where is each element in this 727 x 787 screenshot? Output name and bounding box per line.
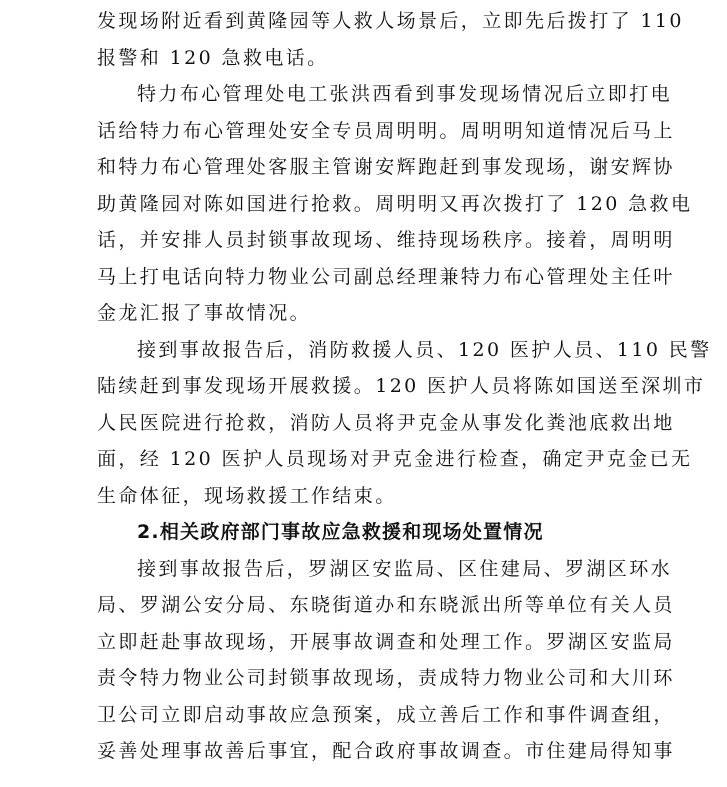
body-text-line: 话给特力布心管理处安全专员周明明。周明明知道情况后马上 xyxy=(97,120,675,142)
body-text-line: 接到事故报告后，罗湖区安监局、区住建局、罗湖区环水 xyxy=(137,558,673,580)
body-text-line: 助黄隆园对陈如国进行抢救。周明明又再次拨打了 120 急救电 xyxy=(97,193,693,215)
body-text-line: 面，经 120 医护人员现场对尹克金进行检查，确定尹克金已无 xyxy=(97,448,693,470)
body-text-line: 金龙汇报了事故情况。 xyxy=(97,302,312,324)
body-text-line: 责令特力物业公司封锁事故现场，责成特力物业公司和大川环 xyxy=(97,667,675,689)
body-text-line: 局、罗湖公安分局、东晓街道办和东晓派出所等单位有关人员 xyxy=(97,594,675,616)
section-heading: 2.相关政府部门事故应急救援和现场处置情况 xyxy=(137,521,544,543)
body-text-line: 生命体征，现场救援工作结束。 xyxy=(97,485,397,507)
body-text-line: 接到事故报告后，消防救援人员、120 医护人员、110 民警 xyxy=(137,339,712,361)
body-text-line: 话，并安排人员封锁事故现场、维持现场秩序。接着，周明明 xyxy=(97,229,675,251)
body-text-line: 陆续赶到事发现场开展救援。120 医护人员将陈如国送至深圳市 xyxy=(97,375,706,397)
body-text-line: 和特力布心管理处客服主管谢安辉跑赶到事发现场，谢安辉协 xyxy=(97,156,675,178)
body-text-line: 人民医院进行抢救，消防人员将尹克金从事发化粪池底救出地 xyxy=(97,412,675,434)
body-text-line: 妥善处理事故善后事宜，配合政府事故调查。市住建局得知事 xyxy=(97,740,675,762)
body-text-line: 报警和 120 急救电话。 xyxy=(97,47,329,69)
body-text-line: 特力布心管理处电工张洪西看到事发现场情况后立即打电 xyxy=(137,83,673,105)
body-text-line: 卫公司立即启动事故应急预案，成立善后工作和事件调查组， xyxy=(97,704,675,726)
body-text-line: 发现场附近看到黄隆园等人救人场景后，立即先后拨打了 110 xyxy=(97,10,684,32)
body-text-line: 立即赶赴事故现场，开展事故调查和处理工作。罗湖区安监局 xyxy=(97,631,675,653)
body-text-line: 马上打电话向特力物业公司副总经理兼特力布心管理处主任叶 xyxy=(97,266,675,288)
